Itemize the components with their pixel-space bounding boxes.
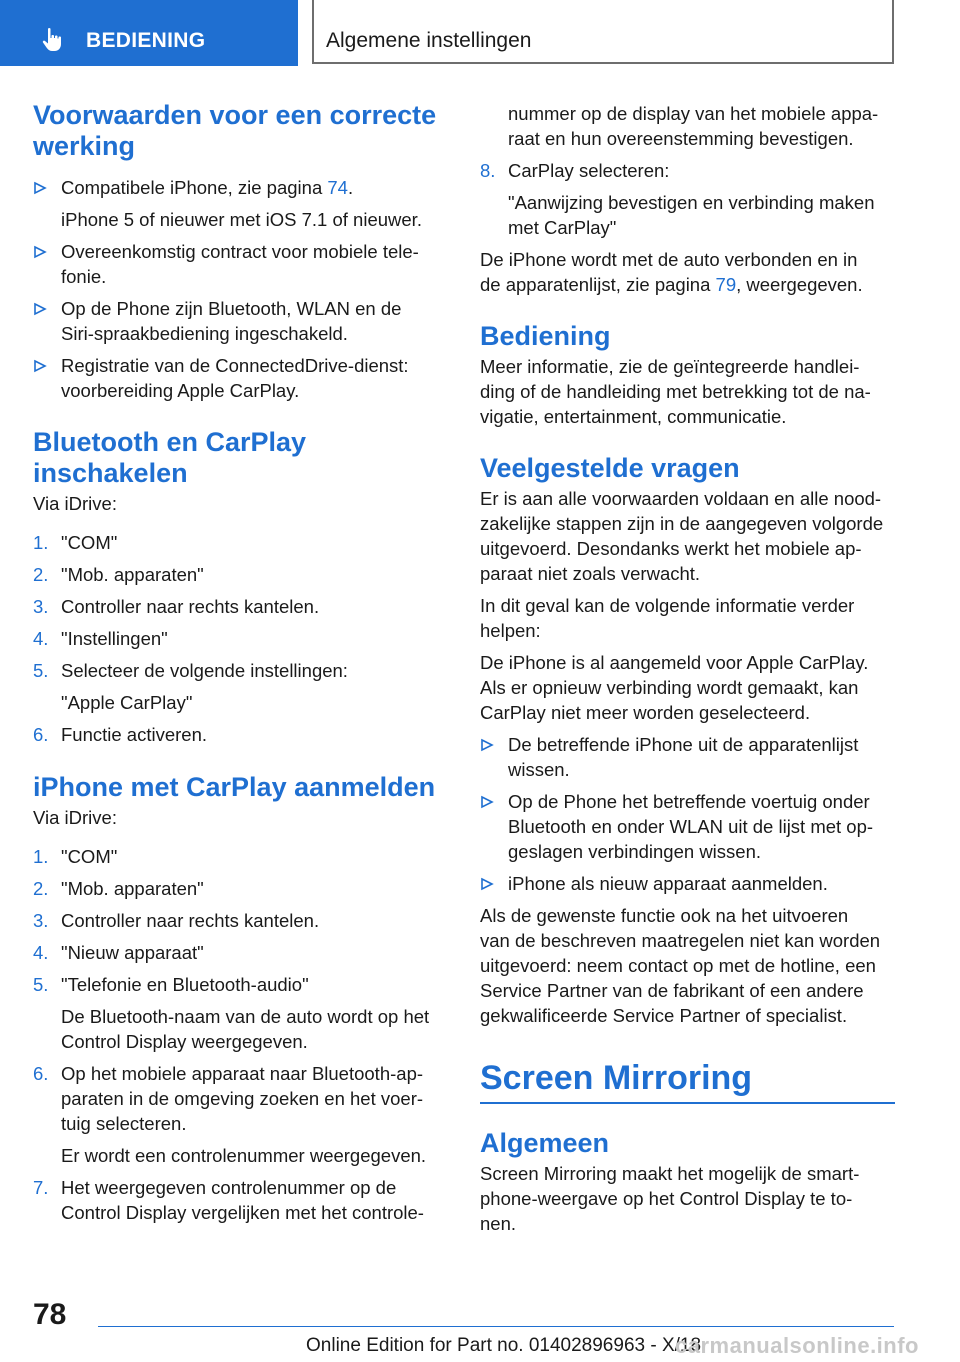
heading-screen-mirroring: Screen Mirroring — [480, 1059, 753, 1097]
chapter-title: Algemene instellingen — [326, 29, 532, 52]
triangle-bullet-icon — [480, 738, 494, 752]
list-item: 3. Controller naar rechts kantelen. — [33, 596, 320, 617]
list-item: 3. Controller naar rechts kantelen. — [33, 910, 320, 931]
list-item: Compatibele iPhone, zie pagina 74. — [33, 175, 448, 200]
list-item: 6. Functie activeren. — [33, 724, 208, 745]
list-item: 5. Selecteer de volgende instellingen: — [33, 660, 348, 681]
list-item: 1. "COM" — [33, 532, 118, 553]
paragraph: De iPhone wordt met de auto verbonden en in de apparatenlijst, zie pagina 79, weergegeven. — [480, 249, 863, 295]
heading-faq: Veelgestelde vragen — [480, 453, 740, 483]
chapter-header — [312, 0, 894, 64]
sub-text: iPhone 5 of nieuwer met iOS 7.1 of nieuwer. — [61, 209, 422, 230]
triangle-bullet-icon — [480, 795, 494, 809]
heading-general: Algemeen — [480, 1128, 610, 1158]
list-item: 7. Het weergegeven controlenummer op de Control Display vergelijken met het controle‐ — [33, 1177, 424, 1223]
list-item: 8. CarPlay selecteren: — [480, 160, 670, 181]
paragraph: Er is aan alle voorwaarden voldaan en alle nood‐ zakelijke stappen zijn in de aangegeven volgorde uitgevoerd. Desondanks werkt het mobiele ap‐ paraat niet zoals verwacht. — [480, 488, 884, 584]
intro-text: Via iDrive: — [33, 807, 117, 828]
paragraph: De iPhone is al aangemeld voor Apple CarPlay. Als er opnieuw verbinding wordt gemaakt, kan CarPlay niet meer worden geselecteerd. — [480, 652, 869, 723]
footer-rule — [98, 1326, 894, 1327]
watermark: carmanualsonline.info — [675, 1333, 919, 1358]
list-item: Registratie van de ConnectedDrive-dienst: voorbereiding Apple CarPlay. — [33, 353, 448, 403]
list-item: Op de Phone zijn Bluetooth, WLAN en de Siri-spraakbediening ingeschakeld. — [33, 296, 448, 346]
list-item: 4. "Nieuw apparaat" — [33, 942, 204, 963]
triangle-bullet-icon — [33, 181, 47, 195]
left-column — [33, 100, 448, 1225]
paragraph: Als de gewenste functie ook na het uitvoeren van de beschreven maatregelen niet kan worden uitgevoerd: neem contact op met de hotline, een Service Partner van de fabrikant of een andere gekwalificeerde Service Partner of specialist. — [480, 905, 881, 1026]
triangle-bullet-icon — [480, 877, 494, 891]
sub-text: "Apple CarPlay" — [61, 692, 193, 713]
list-item: 2. "Mob. apparaten" — [33, 878, 204, 899]
right-column — [480, 101, 895, 1236]
triangle-bullet-icon — [33, 302, 47, 316]
intro-text: Via iDrive: — [33, 493, 117, 514]
list-item: 4. "Instellingen" — [33, 628, 168, 649]
hand-icon — [40, 25, 68, 53]
paragraph: Screen Mirroring maakt het mogelijk de smart‐ phone-weergave op het Control Display te to‐ nen. — [480, 1163, 860, 1234]
page-link-74[interactable]: 74 — [327, 177, 348, 198]
page-link-79[interactable]: 79 — [715, 274, 737, 295]
heading-requirements: Voorwaarden voor een correcte werking — [33, 100, 437, 161]
section-label: BEDIENING — [86, 29, 206, 52]
list-item: 1. "COM" — [33, 846, 118, 867]
paragraph: In dit geval kan de volgende informatie verder helpen: — [480, 595, 855, 641]
triangle-bullet-icon — [33, 359, 47, 373]
heading-operation: Bediening — [480, 321, 611, 351]
list-item: 6. Op het mobiele apparaat naar Bluetooth-ap‐ paraten in de omgeving zoeken en het voer‐ tuig selecteren. — [33, 1063, 424, 1134]
sub-text: "Aanwijzing bevestigen en verbinding maken met CarPlay" — [508, 192, 875, 238]
list-item: iPhone als nieuw apparaat aanmelden. — [480, 871, 895, 896]
list-item: Op de Phone het betreffende voertuig onder Bluetooth en onder WLAN uit de lijst met op‐ geslagen verbindingen wissen. — [480, 789, 895, 864]
list-item: 5. "Telefonie en Bluetooth-audio" — [33, 974, 309, 995]
section-tab — [0, 0, 298, 66]
triangle-bullet-icon — [33, 245, 47, 259]
edition-text: Online Edition for Part no. 01402896963 - X/18 — [306, 1335, 702, 1356]
list-item: 2. "Mob. apparaten" — [33, 564, 204, 585]
sub-text: Er wordt een controlenummer weergegeven. — [61, 1145, 427, 1166]
page-number: 78 — [33, 1298, 67, 1331]
sub-text: nummer op de display van het mobiele appa‐ raat en hun overeenstemming bevestigen. — [508, 103, 879, 149]
list-item: Overeenkomstig contract voor mobiele tele‐ fonie. — [33, 239, 448, 289]
list-item: De betreffende iPhone uit de apparatenlijst wissen. — [480, 732, 895, 782]
paragraph: Meer informatie, zie de geïntegreerde handlei‐ ding of de handleiding met betrekking tot de na‐ vigatie, entertainment, communicatie. — [480, 356, 871, 427]
heading-bluetooth: Bluetooth en CarPlay inschakelen — [33, 427, 307, 488]
sub-text: De Bluetooth-naam van de auto wordt op het Control Display weergegeven. — [61, 1006, 430, 1052]
heading-register: iPhone met CarPlay aanmelden — [33, 772, 436, 802]
